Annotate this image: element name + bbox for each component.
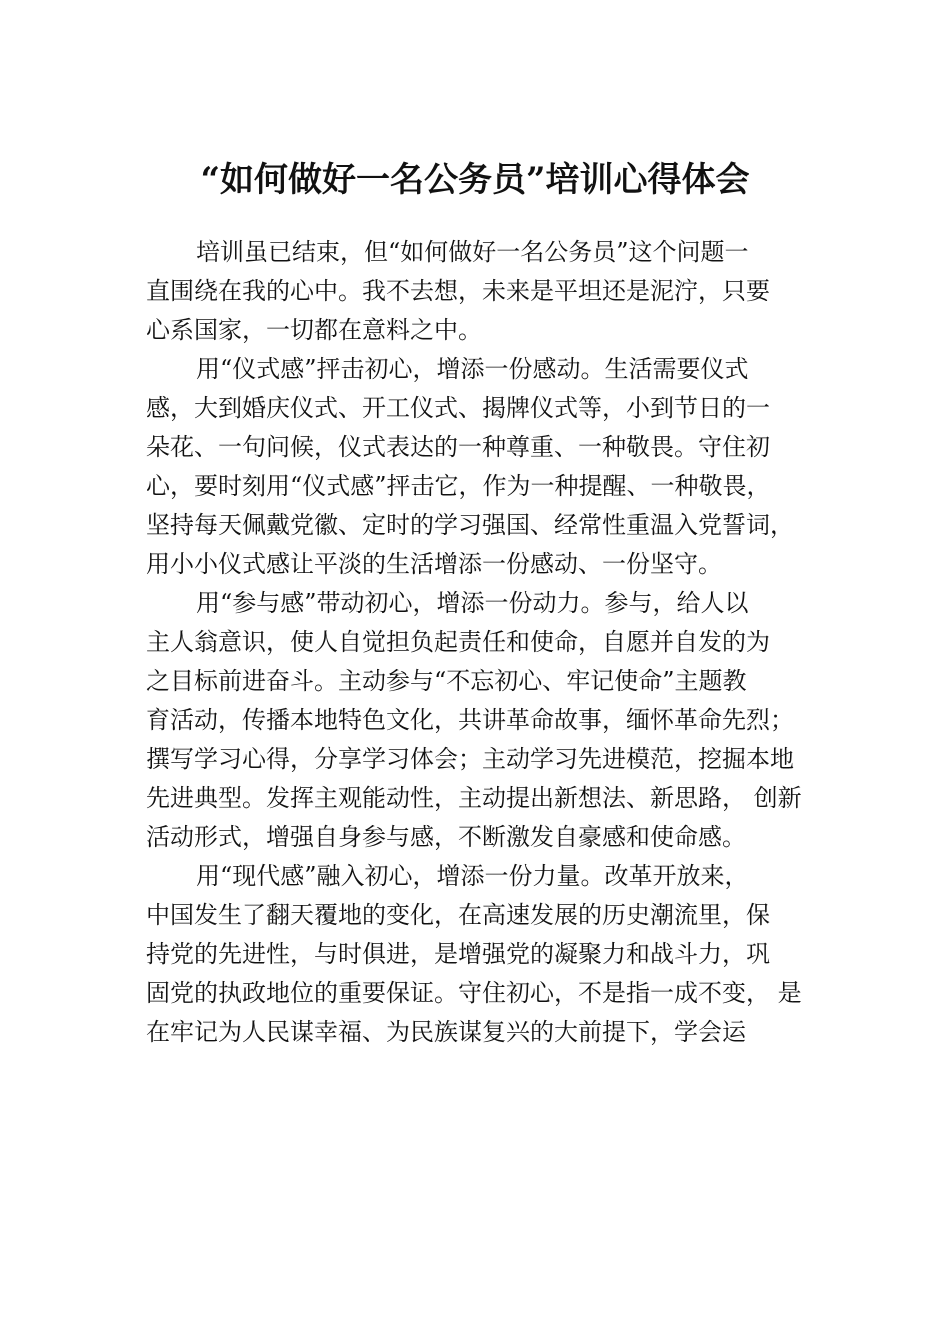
- paragraph-line: 用“仪式感”抨击初心，增添一份感动。生活需要仪式: [196, 355, 749, 383]
- paragraph-line: 之目标前进奋斗。主动参与“不忘初心、牢记使命”主题教: [146, 667, 747, 695]
- paragraph-line: 朵花、一句问候，仪式表达的一种尊重、一种敬畏。守住初: [146, 433, 770, 461]
- paragraph-line: 育活动，传播本地特色文化，共讲革命故事，缅怀革命先烈；: [146, 706, 794, 734]
- paragraph-line: 持党的先进性，与时俱进，是增强党的凝聚力和战斗力，巩: [146, 940, 770, 968]
- paragraph-line: 心，要时刻用“仪式感”抨击它，作为一种提醒、一种敬畏，: [146, 472, 771, 500]
- paragraph-line: 中国发生了翻天覆地的变化，在高速发展的历史潮流里，保: [146, 901, 770, 929]
- paragraph-line: 感，大到婚庆仪式、开工仪式、揭牌仪式等，小到节日的一: [146, 394, 770, 422]
- document-body: [146, 233, 826, 1052]
- paragraph-line: 用“现代感”融入初心，增添一份力量。改革开放来，: [196, 862, 749, 890]
- paragraph-line: 用“参与感”带动初心，增添一份动力。参与，给人以: [196, 589, 749, 617]
- paragraph-line: 培训虽已结束，但“如何做好一名公务员”这个问题一: [196, 238, 749, 266]
- paragraph-line: 主人翁意识，使人自觉担负起责任和使命，自愿并自发的为: [146, 628, 770, 656]
- paragraph-line: 撰写学习心得，分享学习体会；主动学习先进模范，挖掘本地: [146, 745, 794, 773]
- paragraph-line: 先进典型。发挥主观能动性，主动提出新想法、新思路， 创新: [146, 784, 802, 812]
- paragraph-line: 心系国家，一切都在意料之中。: [146, 316, 482, 344]
- paragraph-line: 在牢记为人民谋幸福、为民族谋复兴的大前提下，学会运: [146, 1018, 746, 1046]
- paragraph-line: 用小小仪式感让平淡的生活增添一份感动、一份坚守。: [146, 550, 722, 578]
- paragraph-line: 直围绕在我的心中。我不去想，未来是平坦还是泥泞，只要: [146, 277, 770, 305]
- paragraph-line: 固党的执政地位的重要保证。守住初心，不是指一成不变， 是: [146, 979, 802, 1007]
- document-title: “如何做好一名公务员”培训心得体会: [200, 160, 750, 200]
- paragraph-line: 坚持每天佩戴党徽、定时的学习强国、经常性重温入党誓词，: [146, 511, 794, 539]
- paragraph-line: 活动形式，增强自身参与感，不断激发自豪感和使命感。: [146, 823, 746, 851]
